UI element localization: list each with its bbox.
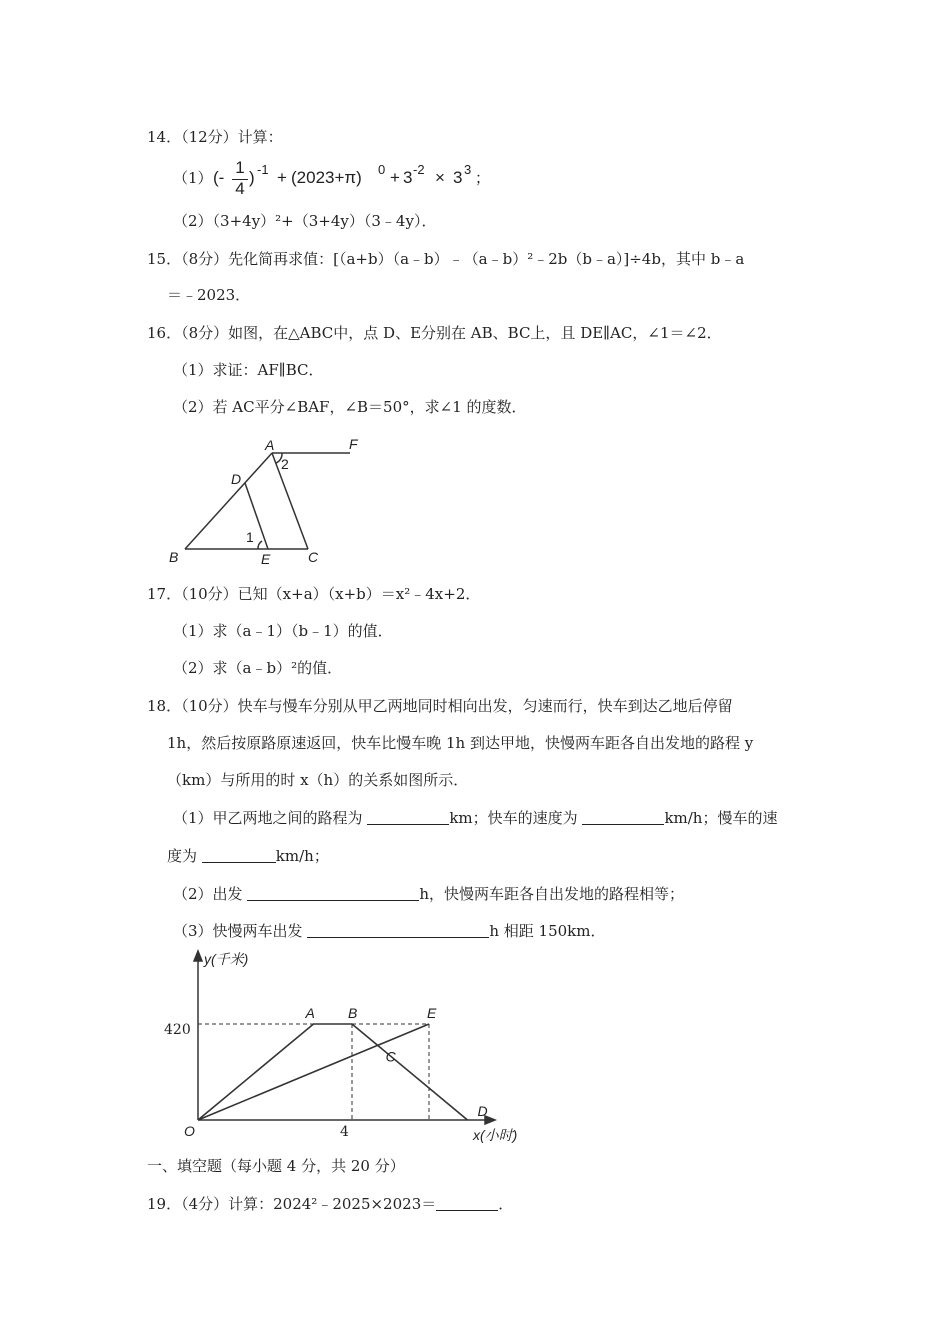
triangle-figure: [165, 436, 365, 568]
q18-line1: 18．（10分）快车与慢车分别从甲乙两地同时相向出发，匀速而行，快车到达乙地后停留: [147, 697, 733, 715]
answer-blank-fast-speed[interactable]: [582, 809, 664, 825]
q18-line2: 1h，然后按原路原速返回，快车比慢车晚 1h 到达甲地，快慢两车距各自出发地的路程 y: [167, 734, 754, 752]
q18-part3: [173, 921, 605, 941]
y-axis-label: y(千米): [204, 951, 249, 967]
q18-part1: [173, 808, 777, 828]
q19-text: 19．（4分）计算：2024²﹣2025×2023＝: [147, 1195, 437, 1213]
answer-blank-distance[interactable]: [367, 809, 449, 825]
point-label-C: C: [385, 1048, 396, 1065]
base: 3: [403, 168, 413, 187]
q14-part2: （2）（3+4y）²+（3+4y）（3﹣4y）．: [173, 212, 437, 230]
distance-time-chart: [160, 948, 545, 1148]
exponent: -1: [257, 162, 269, 177]
base: 3: [453, 168, 463, 187]
paren-term: (2023+π): [291, 168, 362, 187]
label-F: F: [349, 436, 358, 452]
segment-AC: [272, 453, 308, 549]
q16-part1: （1）求证：AF∥BC．: [173, 361, 324, 379]
angle-1-arc: [258, 541, 262, 549]
q14-part1-label: （1）: [173, 169, 213, 187]
q15-line2: ＝﹣2023．: [167, 286, 251, 304]
answer-blank-150km-time[interactable]: [307, 922, 489, 938]
answer-blank-q19[interactable]: [436, 1195, 498, 1211]
exponent: 0: [378, 162, 386, 177]
q18-p3-b: h 相距 150km．: [489, 922, 606, 940]
exponent: -2: [413, 162, 425, 177]
times-sign: ×: [435, 168, 445, 187]
section-heading: 一、填空题（每小题 4 分，共 20 分）: [147, 1157, 405, 1175]
q16-heading: 16．（8分）如图，在△ABC中，点 D、E分别在 AB、BC上，且 DE∥AC，∠1＝∠2．: [147, 324, 722, 342]
label-B: B: [169, 549, 179, 565]
semicolon: ；: [475, 169, 491, 187]
exponent: 3: [464, 162, 472, 177]
q18-p1-c: km/h；慢车的速: [664, 809, 778, 827]
point-label-A: A: [305, 1005, 315, 1021]
frac-numerator: 1: [235, 158, 245, 177]
point-label-E: E: [427, 1005, 437, 1021]
q17-heading: 17．（10分）已知（x+a）（x+b）＝x²﹣4x+2．: [147, 585, 481, 603]
origin-label: O: [184, 1123, 195, 1139]
answer-blank-slow-speed[interactable]: [202, 847, 276, 863]
q19: [147, 1194, 513, 1214]
label-angle-2: 2: [281, 456, 289, 472]
frac-denominator: 4: [235, 179, 245, 198]
q16-part2: （2）若 AC平分∠BAF，∠B＝50°，求∠1 的度数．: [173, 398, 527, 416]
y-axis-arrow: [194, 951, 202, 961]
q17-part1: （1）求（a﹣1）（b﹣1）的值．: [173, 622, 393, 640]
label-D: D: [231, 471, 242, 487]
y-tick-420: 420: [164, 1022, 191, 1038]
q15-line1: 15．（8分）先化简再求值：[（a+b）（a﹣b）﹣（a﹣b）²﹣2b（b﹣a）]÷4b，其中 b﹣a: [147, 250, 745, 268]
q14-part1: （1） (- 1 4 ) -1 + (2023+π) 0 + 3 -2 × 3 3 ；: [173, 158, 491, 198]
q14-heading: 14．（12分）计算：: [147, 128, 283, 146]
q18-p1-a: （1）甲乙两地之间的路程为: [173, 809, 363, 827]
label-angle-1: 1: [246, 529, 254, 545]
q18-p2-a: （2）出发: [173, 885, 243, 903]
segment-BA: [185, 453, 272, 549]
label-E: E: [261, 551, 271, 567]
q17-part2: （2）求（a﹣b）²的值．: [173, 659, 343, 677]
q18-p3-a: （3）快慢两车出发: [173, 922, 303, 940]
series-line-slow-car: [198, 1024, 429, 1120]
q18-line3: （km）与所用的时 x（h）的关系如图所示．: [167, 771, 469, 789]
point-label-D: D: [477, 1103, 488, 1119]
label-A: A: [265, 437, 275, 453]
q18-part2: [173, 884, 684, 904]
label-C: C: [308, 549, 319, 565]
q18-p2-b: h，快慢两车距各自出发地的路程相等；: [419, 885, 684, 903]
series-line-fast-car: [198, 1024, 468, 1120]
q18-p1-e: km/h；: [275, 847, 329, 865]
answer-blank-equal-time[interactable]: [247, 885, 419, 901]
q18-p1-d: 度为: [167, 847, 198, 865]
q18-part1-cont: [167, 846, 329, 866]
point-label-B: B: [348, 1005, 358, 1021]
x-tick-4: 4: [340, 1124, 349, 1140]
q19-end: ．: [498, 1195, 514, 1213]
x-axis-label: x(小时): [473, 1127, 518, 1143]
q18-p1-b: km；快车的速度为: [449, 809, 578, 827]
